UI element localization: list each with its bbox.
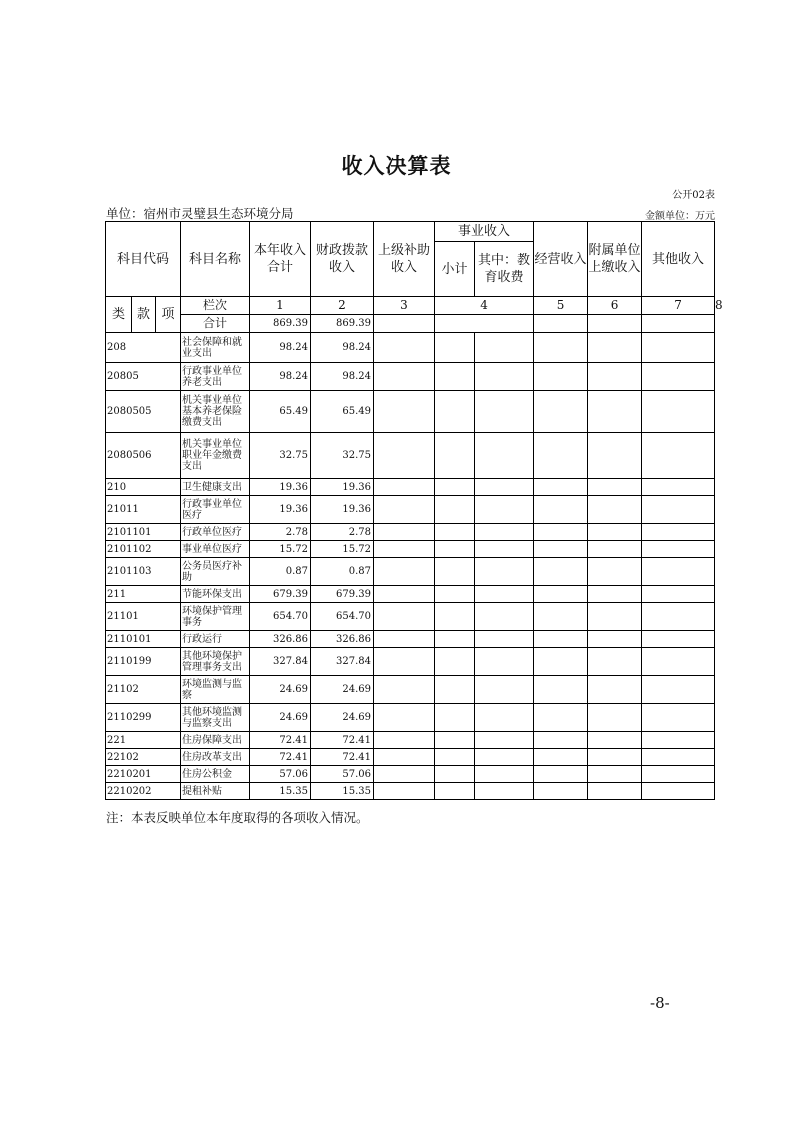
empty-cell bbox=[642, 391, 715, 433]
table-row bbox=[106, 433, 715, 479]
header-edu-fee: 其中：教育收费 bbox=[475, 242, 534, 297]
empty-cell bbox=[588, 524, 642, 541]
empty-cell bbox=[534, 631, 588, 648]
column-index-label: 栏次 bbox=[181, 297, 250, 315]
empty-cell bbox=[374, 676, 435, 704]
empty-cell bbox=[588, 586, 642, 603]
total-income-value: 15.35 bbox=[250, 783, 311, 800]
empty-cell bbox=[374, 541, 435, 558]
empty-cell bbox=[534, 603, 588, 631]
empty-cell bbox=[435, 479, 475, 496]
subject-name: 住房保障支出 bbox=[181, 732, 250, 749]
empty-cell bbox=[374, 333, 435, 363]
column-number: 3 bbox=[374, 297, 435, 315]
empty-cell bbox=[534, 732, 588, 749]
subject-name: 机关事业单位基本养老保险缴费支出 bbox=[181, 391, 250, 433]
total-income-value: 98.24 bbox=[250, 333, 311, 363]
total-income-value: 19.36 bbox=[250, 479, 311, 496]
empty-cell bbox=[475, 766, 534, 783]
empty-cell bbox=[588, 631, 642, 648]
empty-cell bbox=[642, 766, 715, 783]
fiscal-income-value: 15.72 bbox=[311, 541, 374, 558]
subject-code: 2101101 bbox=[106, 524, 181, 541]
fiscal-income-value: 2.78 bbox=[311, 524, 374, 541]
empty-cell bbox=[534, 496, 588, 524]
empty-cell bbox=[475, 631, 534, 648]
empty-cell bbox=[588, 496, 642, 524]
empty-cell bbox=[374, 391, 435, 433]
empty-cell bbox=[374, 732, 435, 749]
total-income-value: 869.39 bbox=[250, 315, 311, 333]
subject-name: 行政事业单位养老支出 bbox=[181, 363, 250, 391]
subject-name: 卫生健康支出 bbox=[181, 479, 250, 496]
header-operating-income: 经营收入 bbox=[534, 222, 588, 297]
empty-cell bbox=[534, 676, 588, 704]
header-xiang: 项 bbox=[156, 297, 181, 333]
subject-name: 提租补贴 bbox=[181, 783, 250, 800]
header-total-income: 本年收入合计 bbox=[250, 222, 311, 297]
empty-cell bbox=[588, 603, 642, 631]
empty-cell bbox=[642, 433, 715, 479]
empty-cell bbox=[435, 391, 475, 433]
column-number: 1 bbox=[250, 297, 311, 315]
empty-cell bbox=[534, 586, 588, 603]
total-income-value: 327.84 bbox=[250, 648, 311, 676]
subject-name: 住房改革支出 bbox=[181, 749, 250, 766]
subject-name: 社会保障和就业支出 bbox=[181, 333, 250, 363]
total-income-value: 72.41 bbox=[250, 732, 311, 749]
header-fiscal-income: 财政拨款收入 bbox=[311, 222, 374, 297]
fiscal-income-value: 32.75 bbox=[311, 433, 374, 479]
header-row-1 bbox=[106, 222, 715, 242]
subject-code: 211 bbox=[106, 586, 181, 603]
total-income-value: 679.39 bbox=[250, 586, 311, 603]
subject-code: 2101102 bbox=[106, 541, 181, 558]
header-subtotal: 小计 bbox=[435, 242, 475, 297]
empty-cell bbox=[588, 749, 642, 766]
empty-cell bbox=[534, 333, 588, 363]
subject-code: 2101103 bbox=[106, 558, 181, 586]
empty-cell bbox=[588, 676, 642, 704]
empty-cell bbox=[374, 631, 435, 648]
empty-cell bbox=[534, 391, 588, 433]
empty-cell bbox=[534, 363, 588, 391]
column-number: 2 bbox=[311, 297, 374, 315]
column-index-row: 类 款 项 栏次 1 2 3 4 5 6 7 8 bbox=[106, 297, 715, 315]
empty-cell bbox=[588, 766, 642, 783]
table-row bbox=[106, 391, 715, 433]
empty-cell bbox=[588, 732, 642, 749]
table-row bbox=[106, 783, 715, 800]
table-row bbox=[106, 479, 715, 496]
table-row bbox=[106, 648, 715, 676]
empty-cell bbox=[642, 541, 715, 558]
empty-cell bbox=[435, 648, 475, 676]
empty-cell bbox=[475, 749, 534, 766]
empty-cell bbox=[588, 479, 642, 496]
empty-cell bbox=[642, 586, 715, 603]
subject-code: 210 bbox=[106, 479, 181, 496]
empty-cell bbox=[435, 603, 475, 631]
table-row bbox=[106, 586, 715, 603]
fiscal-income-value: 98.24 bbox=[311, 363, 374, 391]
table-number: 公开02表 bbox=[672, 190, 715, 201]
column-number: 5 bbox=[534, 297, 588, 315]
empty-cell bbox=[588, 541, 642, 558]
table-row bbox=[106, 558, 715, 586]
page-title: 收入决算表 bbox=[341, 154, 452, 178]
fiscal-income-value: 19.36 bbox=[311, 496, 374, 524]
empty-cell bbox=[642, 648, 715, 676]
total-income-value: 326.86 bbox=[250, 631, 311, 648]
empty-cell bbox=[475, 586, 534, 603]
total-income-value: 0.87 bbox=[250, 558, 311, 586]
total-income-value: 24.69 bbox=[250, 704, 311, 732]
empty-cell bbox=[534, 558, 588, 586]
empty-cell bbox=[588, 363, 642, 391]
empty-cell bbox=[475, 603, 534, 631]
subject-code: 21011 bbox=[106, 496, 181, 524]
subject-name: 其他环境保护管理事务支出 bbox=[181, 648, 250, 676]
empty-cell bbox=[475, 363, 534, 391]
empty-cell bbox=[374, 603, 435, 631]
empty-cell bbox=[475, 433, 534, 479]
subject-code: 221 bbox=[106, 732, 181, 749]
empty-cell bbox=[435, 363, 475, 391]
subject-name: 行政单位医疗 bbox=[181, 524, 250, 541]
header-subject-code: 科目代码 bbox=[106, 222, 181, 297]
subject-code: 2080505 bbox=[106, 391, 181, 433]
empty-cell bbox=[534, 541, 588, 558]
page-number: -8- bbox=[650, 994, 670, 1012]
empty-cell bbox=[642, 479, 715, 496]
empty-cell bbox=[475, 496, 534, 524]
table-row bbox=[106, 603, 715, 631]
empty-cell bbox=[435, 496, 475, 524]
fiscal-income-value: 327.84 bbox=[311, 648, 374, 676]
subject-code: 2110299 bbox=[106, 704, 181, 732]
empty-cell bbox=[435, 524, 475, 541]
header-lei: 类 bbox=[106, 297, 132, 333]
empty-cell bbox=[642, 603, 715, 631]
table-row bbox=[106, 704, 715, 732]
header-subject-name: 科目名称 bbox=[181, 222, 250, 297]
fiscal-income-value: 24.69 bbox=[311, 676, 374, 704]
column-number: 7 bbox=[642, 297, 715, 315]
unit-label: 单位：宿州市灵璧县生态环境分局 bbox=[106, 206, 294, 221]
empty-cell bbox=[642, 558, 715, 586]
empty-cell bbox=[642, 496, 715, 524]
empty-cell bbox=[435, 541, 475, 558]
empty-cell bbox=[475, 391, 534, 433]
table-row bbox=[106, 732, 715, 749]
empty-cell bbox=[435, 676, 475, 704]
empty-cell bbox=[475, 783, 534, 800]
total-income-value: 15.72 bbox=[250, 541, 311, 558]
empty-cell bbox=[588, 704, 642, 732]
fiscal-income-value: 0.87 bbox=[311, 558, 374, 586]
subject-name: 事业单位医疗 bbox=[181, 541, 250, 558]
total-income-value: 72.41 bbox=[250, 749, 311, 766]
empty-cell bbox=[642, 524, 715, 541]
empty-cell bbox=[534, 648, 588, 676]
empty-cell bbox=[435, 433, 475, 479]
empty-cell bbox=[435, 783, 475, 800]
empty-cell bbox=[642, 363, 715, 391]
subject-code: 2080506 bbox=[106, 433, 181, 479]
empty-cell bbox=[374, 586, 435, 603]
empty-cell bbox=[588, 433, 642, 479]
empty-cell bbox=[435, 631, 475, 648]
total-income-value: 2.78 bbox=[250, 524, 311, 541]
empty-cell bbox=[374, 704, 435, 732]
table-row bbox=[106, 541, 715, 558]
empty-cell bbox=[435, 558, 475, 586]
total-row bbox=[106, 315, 715, 333]
table-row bbox=[106, 333, 715, 363]
empty-cell bbox=[475, 558, 534, 586]
subject-code: 21101 bbox=[106, 603, 181, 631]
subject-name: 节能环保支出 bbox=[181, 586, 250, 603]
subject-name: 机关事业单位职业年金缴费支出 bbox=[181, 433, 250, 479]
empty-cell bbox=[475, 479, 534, 496]
empty-cell bbox=[435, 333, 475, 363]
empty-cell bbox=[642, 333, 715, 363]
header-business-income: 事业收入 bbox=[435, 222, 534, 242]
empty-cell bbox=[534, 783, 588, 800]
empty-cell bbox=[374, 749, 435, 766]
empty-cell bbox=[588, 391, 642, 433]
fiscal-income-value: 65.49 bbox=[311, 391, 374, 433]
column-number: 6 bbox=[588, 297, 642, 315]
total-income-value: 19.36 bbox=[250, 496, 311, 524]
header-superior-income: 上级补助收入 bbox=[374, 222, 435, 297]
fiscal-income-value: 72.41 bbox=[311, 749, 374, 766]
empty-cell bbox=[534, 704, 588, 732]
subject-code: 22102 bbox=[106, 749, 181, 766]
table-row bbox=[106, 749, 715, 766]
empty-cell bbox=[642, 732, 715, 749]
fiscal-income-value: 19.36 bbox=[311, 479, 374, 496]
fiscal-income-value: 654.70 bbox=[311, 603, 374, 631]
total-label: 合计 bbox=[181, 315, 250, 333]
table-row bbox=[106, 766, 715, 783]
table-row bbox=[106, 631, 715, 648]
table-row bbox=[106, 363, 715, 391]
total-income-value: 32.75 bbox=[250, 433, 311, 479]
header-affiliated-income: 附属单位上缴收入 bbox=[588, 222, 642, 297]
subject-name: 环境监测与监察 bbox=[181, 676, 250, 704]
empty-cell bbox=[588, 558, 642, 586]
total-income-value: 24.69 bbox=[250, 676, 311, 704]
empty-cell bbox=[475, 676, 534, 704]
empty-cell bbox=[435, 749, 475, 766]
empty-cell bbox=[642, 749, 715, 766]
subject-code: 2210201 bbox=[106, 766, 181, 783]
empty-cell bbox=[475, 333, 534, 363]
empty-cell bbox=[374, 648, 435, 676]
total-income-value: 98.24 bbox=[250, 363, 311, 391]
fiscal-income-value: 15.35 bbox=[311, 783, 374, 800]
subject-code: 20805 bbox=[106, 363, 181, 391]
subject-name: 行政事业单位医疗 bbox=[181, 496, 250, 524]
fiscal-income-value: 57.06 bbox=[311, 766, 374, 783]
fiscal-income-value: 72.41 bbox=[311, 732, 374, 749]
empty-cell bbox=[534, 524, 588, 541]
total-fiscal-value: 869.39 bbox=[311, 315, 374, 333]
total-income-value: 57.06 bbox=[250, 766, 311, 783]
subject-code: 208 bbox=[106, 333, 181, 363]
subject-code: 21102 bbox=[106, 676, 181, 704]
table-row bbox=[106, 524, 715, 541]
fiscal-income-value: 24.69 bbox=[311, 704, 374, 732]
empty-cell bbox=[534, 479, 588, 496]
empty-cell bbox=[374, 363, 435, 391]
empty-cell bbox=[475, 732, 534, 749]
fiscal-income-value: 326.86 bbox=[311, 631, 374, 648]
empty-cell bbox=[435, 732, 475, 749]
money-unit-label: 金额单位：万元 bbox=[645, 211, 715, 222]
subject-name: 公务员医疗补助 bbox=[181, 558, 250, 586]
fiscal-income-value: 98.24 bbox=[311, 333, 374, 363]
empty-cell bbox=[374, 479, 435, 496]
empty-cell bbox=[435, 586, 475, 603]
empty-cell bbox=[374, 558, 435, 586]
empty-cell bbox=[642, 631, 715, 648]
empty-cell bbox=[642, 676, 715, 704]
total-income-value: 65.49 bbox=[250, 391, 311, 433]
empty-cell bbox=[374, 783, 435, 800]
subject-code: 2210202 bbox=[106, 783, 181, 800]
empty-cell bbox=[588, 648, 642, 676]
subject-code: 2110199 bbox=[106, 648, 181, 676]
fiscal-income-value: 679.39 bbox=[311, 586, 374, 603]
subject-name: 行政运行 bbox=[181, 631, 250, 648]
empty-cell bbox=[475, 524, 534, 541]
income-table bbox=[105, 221, 723, 800]
table-row bbox=[106, 496, 715, 524]
table-row bbox=[106, 676, 715, 704]
empty-cell bbox=[642, 704, 715, 732]
subject-name: 住房公积金 bbox=[181, 766, 250, 783]
empty-cell bbox=[534, 766, 588, 783]
header-other-income: 其他收入 bbox=[642, 222, 715, 297]
subject-code: 2110101 bbox=[106, 631, 181, 648]
header-kuan: 款 bbox=[132, 297, 156, 333]
subject-name: 其他环境监测与监察支出 bbox=[181, 704, 250, 732]
empty-cell bbox=[588, 333, 642, 363]
empty-cell bbox=[475, 704, 534, 732]
empty-cell bbox=[475, 648, 534, 676]
total-income-value: 654.70 bbox=[250, 603, 311, 631]
empty-cell bbox=[534, 749, 588, 766]
empty-cell bbox=[374, 524, 435, 541]
empty-cell bbox=[435, 704, 475, 732]
empty-cell bbox=[374, 766, 435, 783]
table-note: 注：本表反映单位本年度取得的各项收入情况。 bbox=[106, 810, 369, 825]
empty-cell bbox=[475, 541, 534, 558]
empty-cell bbox=[642, 783, 715, 800]
empty-cell bbox=[374, 433, 435, 479]
column-number: 4 bbox=[435, 297, 534, 315]
empty-cell bbox=[534, 433, 588, 479]
empty-cell bbox=[374, 496, 435, 524]
empty-cell bbox=[588, 783, 642, 800]
empty-cell bbox=[435, 766, 475, 783]
subject-name: 环境保护管理事务 bbox=[181, 603, 250, 631]
